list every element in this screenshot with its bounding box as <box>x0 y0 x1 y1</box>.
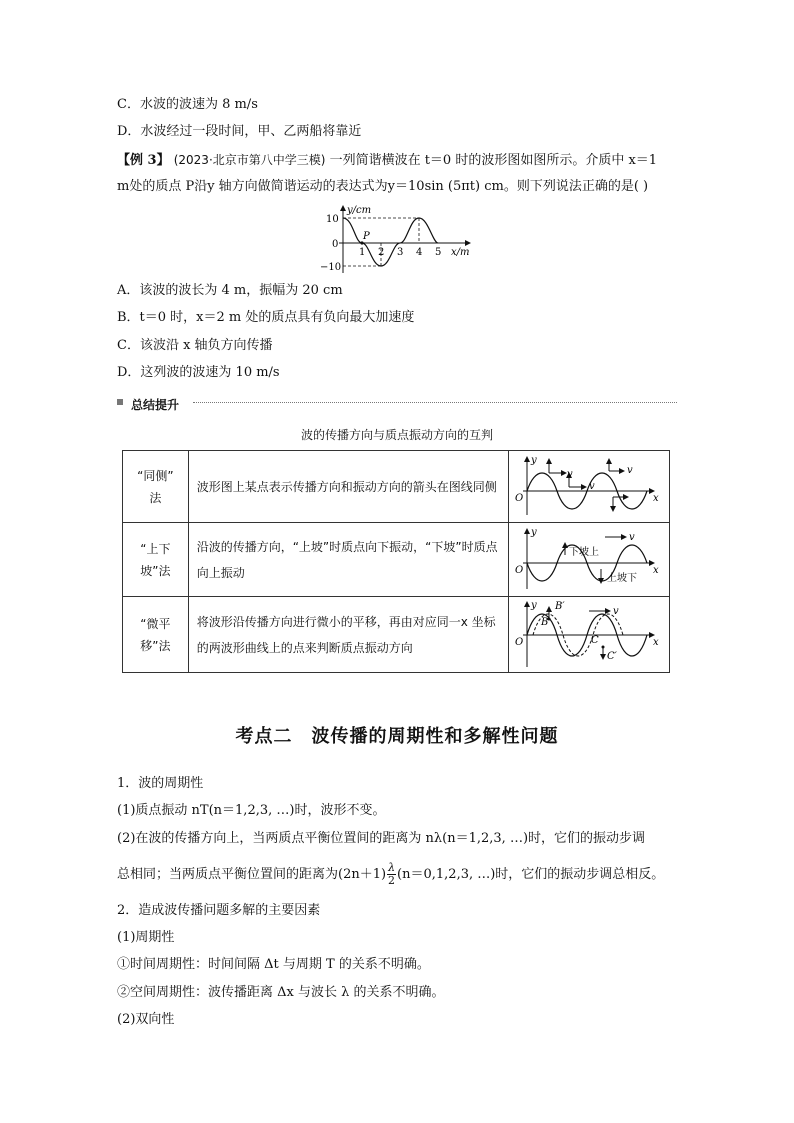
fig-v3: v <box>627 464 633 476</box>
example3-wave-figure <box>315 203 480 275</box>
x-tick-5: 5 <box>435 247 442 258</box>
method-figure-cell <box>509 451 670 523</box>
method-name-line: “同侧” <box>137 468 174 483</box>
fig-x: x <box>653 636 659 648</box>
fig-o: O <box>515 564 524 576</box>
shift-figure <box>509 599 667 671</box>
method-desc: 波形图上某点表示传播方向和振动方向的箭头在图线同侧 <box>188 451 508 523</box>
fig-x: x <box>653 492 659 504</box>
method-figure-cell <box>509 597 670 673</box>
fig-v1: v <box>567 468 573 480</box>
para-4-a: 总相同；当两质点平衡位置间的距离为(2n＋1) <box>117 866 387 882</box>
table-row <box>123 451 670 523</box>
fig-down-slope: 下坡上 <box>569 546 600 558</box>
example3-stem-line1 <box>117 151 657 170</box>
para-5: 2．造成波传播问题多解的主要因素 <box>117 903 321 918</box>
para-3: (2)在波的传播方向上，当两质点平衡位置间的距离为 nλ(n＝1,2,3, …)时，它们的振动步调 <box>117 831 646 846</box>
summary-square-icon <box>117 399 123 405</box>
y-tick-0: 0 <box>332 239 339 250</box>
para-2: (1)质点振动 nT(n＝1,2,3, …)时，波形不变。 <box>117 803 386 818</box>
same-side-figure <box>509 453 667 521</box>
fig-b: B <box>541 616 549 628</box>
fig-y: y <box>531 454 537 466</box>
option-c: C．该波沿 x 轴负方向传播 <box>117 338 273 353</box>
table-row <box>123 597 670 673</box>
method-figure-cell <box>509 523 670 597</box>
fig-v: v <box>629 531 635 543</box>
point-label: P <box>363 231 370 242</box>
method-name-line: “微平 <box>140 616 171 631</box>
para-7: ①时间周期性：时间间隔 Δt 与周期 T 的关系不明确。 <box>117 957 430 972</box>
x-tick-1: 1 <box>359 247 366 258</box>
option-d-prev: D．水波经过一段时间，甲、乙两船将靠近 <box>117 124 362 139</box>
fig-y: y <box>531 526 537 538</box>
x-tick-3: 3 <box>397 247 404 258</box>
section-heading: 考点二 波传播的周期性和多解性问题 <box>235 726 559 747</box>
x-tick-4: 4 <box>416 247 423 258</box>
y-axis-label: y/cm <box>347 205 372 216</box>
fraction-den: 2 <box>388 874 396 887</box>
para-8: ②空间周期性：波传播距离 Δx 与波长 λ 的关系不明确。 <box>117 985 445 1000</box>
table-row <box>123 523 670 597</box>
fig-c-prime: C′ <box>607 650 617 662</box>
para-4-b: (n＝0,1,2,3, …)时，它们的振动步调总相反。 <box>397 866 665 882</box>
para-6: (1)周期性 <box>117 930 175 945</box>
method-name-line: 坡”法 <box>140 563 171 578</box>
summary-divider <box>193 402 677 403</box>
fig-b-prime: B′ <box>555 600 565 612</box>
method-desc: 沿波的传播方向，“上坡”时质点向下振动，“下坡”时质点向上振动 <box>188 523 508 597</box>
example-stem-1: 一列简谐横波在 t＝0 时的波形图如图所示。介质中 x＝1 <box>329 153 658 168</box>
option-a: A．该波的波长为 4 m，振幅为 20 cm <box>117 283 343 298</box>
fig-v2: v <box>589 480 595 492</box>
slope-figure <box>509 525 667 595</box>
para-4 <box>117 862 664 887</box>
fig-c: C <box>591 634 599 646</box>
example3-stem-line2: m处的质点 P沿y 轴方向做简谐运动的表达式为y＝10sin (5πt) cm。则下列说法正确的是( ) <box>117 179 649 194</box>
fraction-num: λ <box>388 861 396 874</box>
fig-y: y <box>531 599 537 611</box>
fig-up-slope: 上坡下 <box>607 572 638 584</box>
fraction <box>387 862 396 887</box>
fig-v: v <box>613 605 619 617</box>
example-tag: 【例 3】 <box>117 153 170 168</box>
method-table <box>122 450 670 673</box>
method-name-cell <box>123 523 189 597</box>
x-tick-2: 2 <box>378 247 385 258</box>
summary-header <box>117 396 677 410</box>
x-axis-label: x/m <box>451 247 470 258</box>
option-b: B．t＝0 时，x＝2 m 处的质点具有负向最大加速度 <box>117 310 415 325</box>
fig-o: O <box>515 636 524 648</box>
method-name-cell <box>123 451 189 523</box>
para-1: 1．波的周期性 <box>117 776 204 791</box>
summary-label: 总结提升 <box>131 398 180 412</box>
method-desc: 将波形沿传播方向进行微小的平移，再由对应同一x 坐标的两波形曲线上的点来判断质点振动方向 <box>188 597 508 673</box>
y-tick-10: 10 <box>326 214 339 225</box>
example-source: (2023·北京市第八中学三模) <box>173 153 326 167</box>
method-name-line: 移”法 <box>140 638 171 653</box>
para-9: (2)双向性 <box>117 1012 175 1027</box>
fig-o: O <box>515 492 524 504</box>
method-name-cell <box>123 597 189 673</box>
method-name-line: 法 <box>149 490 162 505</box>
y-tick-neg10: −10 <box>320 262 342 273</box>
option-c-prev: C．水波的波速为 8 m/s <box>117 97 258 112</box>
table-title: 波的传播方向与质点振动方向的互判 <box>300 428 493 442</box>
method-name-line: “上下 <box>140 541 171 556</box>
fig-x: x <box>653 564 659 576</box>
option-d: D．这列波的波速为 10 m/s <box>117 365 280 380</box>
